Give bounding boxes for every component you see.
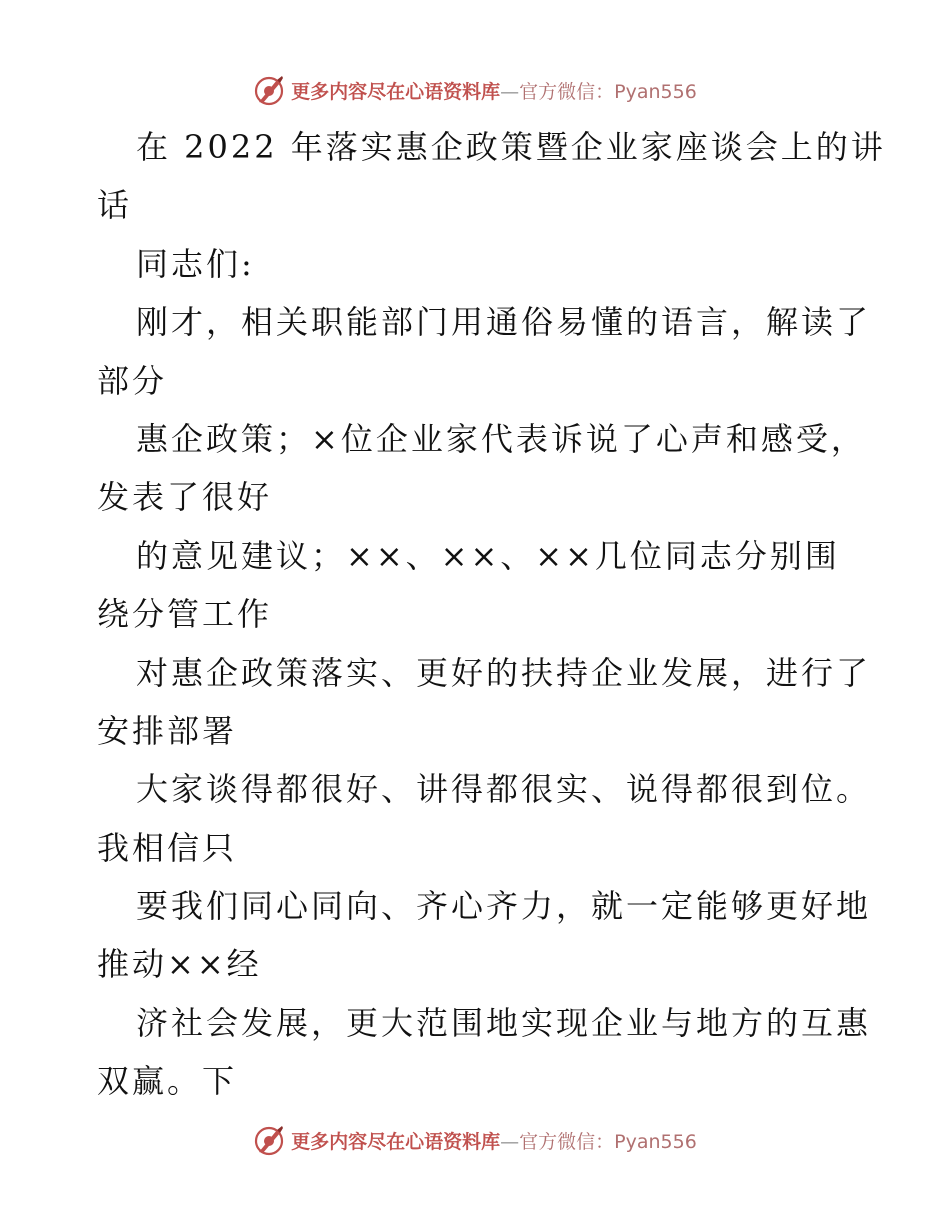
document-line: 济社会发展，更大范围地实现企业与地方的互惠 xyxy=(136,1003,872,1042)
watermark-text xyxy=(291,1127,697,1154)
document-line: 在 2022 年落实惠企政策暨企业家座谈会上的讲 xyxy=(136,128,886,166)
watermark-separator: — xyxy=(500,80,520,103)
document-line: 部分 xyxy=(97,361,168,400)
document-line: 要我们同心同向、齐心齐力，就一定能够更好地 xyxy=(136,887,872,926)
document-line: 的意见建议；××、××、××几位同志分别围 xyxy=(136,536,840,575)
document-line: 发表了很好 xyxy=(97,478,273,517)
watermark-contact: 官方微信：Pyan556 xyxy=(519,80,697,103)
document-line: 刚才，相关职能部门用通俗易懂的语言，解读了 xyxy=(136,303,872,342)
document-line: 我相信只 xyxy=(97,828,238,867)
document-line: 话 xyxy=(97,186,133,225)
watermark-text xyxy=(291,77,697,104)
document-line: 推动××经 xyxy=(97,945,262,984)
document-line: 双赢。下 xyxy=(97,1062,238,1101)
document-line: 惠企政策；×位企业家代表诉说了心声和感受， xyxy=(136,419,866,458)
document-line: 大家谈得都很好、讲得都很实、说得都很到位。 xyxy=(136,770,872,809)
watermark-brand: 更多内容尽在心语资料库 xyxy=(291,80,501,103)
document-line: 对惠企政策落实、更好的扶持企业发展，进行了 xyxy=(136,653,872,692)
watermark-separator: — xyxy=(500,1130,520,1153)
quill-seal-icon xyxy=(253,1124,285,1156)
watermark-brand: 更多内容尽在心语资料库 xyxy=(291,1130,501,1153)
watermark-contact: 官方微信：Pyan556 xyxy=(519,1130,697,1153)
watermark-footer xyxy=(0,1120,950,1160)
document-line: 同志们: xyxy=(136,244,255,283)
document-body xyxy=(97,118,886,1111)
quill-seal-icon xyxy=(253,74,285,106)
document-line: 安排部署 xyxy=(97,711,238,750)
watermark-header xyxy=(0,70,950,110)
document-line: 绕分管工作 xyxy=(97,595,273,634)
